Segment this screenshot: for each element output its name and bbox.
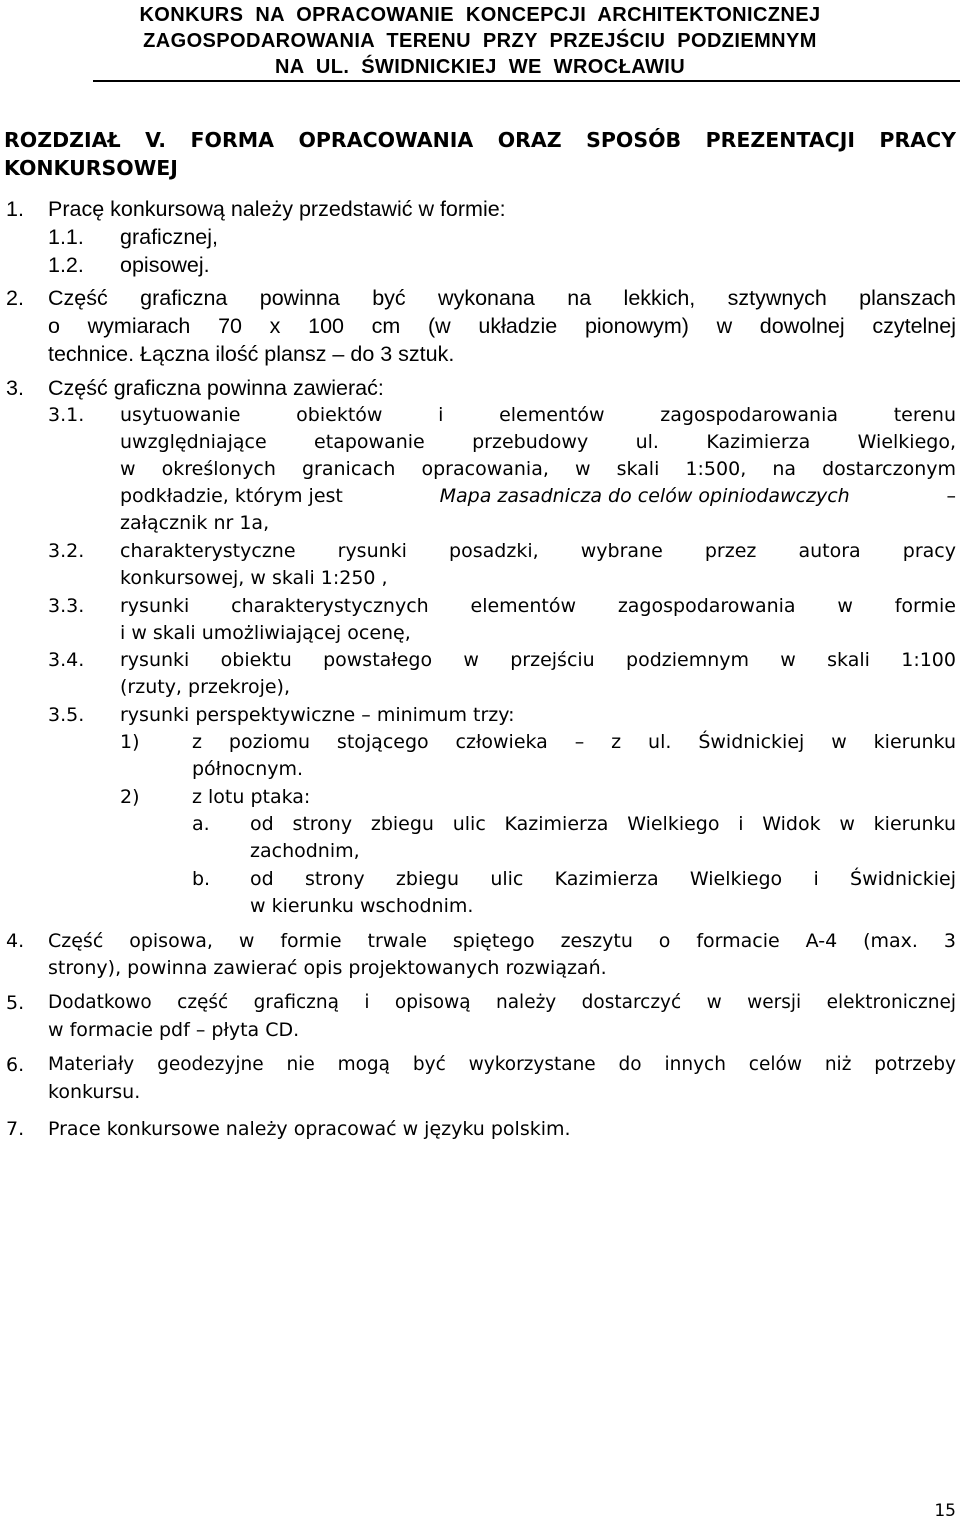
item-6-line-2: konkursu. — [48, 1081, 141, 1103]
item-6-number: 6. — [6, 1054, 25, 1076]
item-3-2-number: 3.2. — [48, 540, 85, 562]
item-4-line-2: strony), powinna zawierać opis projektowanych rozwiązań. — [48, 957, 607, 979]
item-7-number: 7. — [6, 1118, 25, 1140]
header-line-3: NA UL. ŚWIDNICKIEJ WE WROCŁAWIU — [274, 56, 686, 78]
sub-b-letter: b. — [192, 868, 211, 890]
chapter-title-line-1: ROZDZIAŁ V. FORMA OPRACOWANIA ORAZ SPOSÓB PREZENTACJI PRACY — [4, 128, 956, 152]
sub-b-line-2: w kierunku wschodnim. — [250, 895, 474, 917]
chapter-title-line-2: KONKURSOWEJ — [4, 156, 178, 180]
item-1-2-number: 1.2. — [48, 253, 84, 277]
item-3-1-line-3: w określonych granicach opracowania, w skali 1:500, na dostarczonym — [120, 458, 956, 480]
item-3-3-line-2: i w skali umożliwiającej ocenę, — [120, 622, 411, 644]
item-3-5-number: 3.5. — [48, 704, 85, 726]
item-2-line-1: Część graficzna powinna być wykonana na lekkich, sztywnych planszach — [48, 286, 956, 310]
item-1-1-text: graficznej, — [120, 225, 218, 249]
item-2-line-2: o wymiarach 70 x 100 cm (w układzie pionowym) w dowolnej czytelnej — [48, 314, 956, 338]
page-number: 15 — [934, 1501, 956, 1521]
sub-b-line-1: od strony zbiegu ulic Kazimierza Wielkiego i Świdnickiej — [250, 868, 956, 890]
item-7-text: Prace konkursowe należy opracować w języku polskim. — [48, 1118, 571, 1140]
item-1-text: Pracę konkursową należy przedstawić w formie: — [48, 197, 506, 221]
item-3-5-text: rysunki perspektywiczne – minimum trzy: — [120, 704, 515, 726]
item-3-3-line-1: rysunki charakterystycznych elementów zagospodarowania w formie — [120, 595, 956, 617]
item-3-1-line-1: usytuowanie obiektów i elementów zagospodarowania terenu — [120, 404, 956, 426]
sub-a-line-2: zachodnim, — [250, 840, 360, 862]
item-3-1-line-5: załącznik nr 1a, — [120, 512, 270, 534]
header-line-1: KONKURS NA OPRACOWANIE KONCEPCJI ARCHITEKTONICZNEJ — [139, 4, 821, 26]
item-3-2-line-2: konkursowej, w skali 1:250 , — [120, 567, 388, 589]
perspective-2-number: 2) — [120, 786, 140, 808]
item-3-1-line-4-dash: – — [946, 485, 956, 507]
item-1-2-text: opisowej. — [120, 253, 210, 277]
perspective-1-number: 1) — [120, 731, 140, 753]
perspective-1-line-1: z poziomu stojącego człowieka – z ul. Świdnickiej w kierunku — [192, 731, 956, 753]
item-5-line-2: w formacie pdf – płyta CD. — [48, 1019, 300, 1041]
item-3-4-line-1: rysunki obiektu powstałego w przejściu podziemnym w skali 1:100 — [120, 649, 956, 671]
perspective-2-text: z lotu ptaka: — [192, 786, 311, 808]
item-2-line-3: technice. Łączna ilość plansz – do 3 sztuk. — [48, 342, 455, 366]
item-3-number: 3. — [6, 376, 24, 400]
header-rule — [93, 80, 960, 82]
item-3-2-line-1: charakterystyczne rysunki posadzki, wybrane przez autora pracy — [120, 540, 956, 562]
item-1-number: 1. — [6, 197, 24, 221]
item-4-number: 4. — [6, 930, 25, 952]
item-3-text: Część graficzna powinna zawierać: — [48, 376, 384, 400]
item-3-4-line-2: (rzuty, przekroje), — [120, 676, 290, 698]
item-3-4-number: 3.4. — [48, 649, 85, 671]
item-3-1-line-4-start: podkładzie, którym jest — [120, 485, 343, 507]
item-4-line-1: Część opisowa, w formie trwale spiętego zeszytu o formacie A-4 (max. 3 — [48, 930, 956, 952]
item-6-line-1: Materiały geodezyjne nie mogą być wykorzystane do innych celów niż potrzeby — [48, 1054, 956, 1075]
sub-a-letter: a. — [192, 813, 210, 835]
chapter-title — [4, 126, 956, 182]
header-line-2: ZAGOSPODAROWANIA TERENU PRZY PRZEJŚCIU PODZIEMNYM — [143, 30, 817, 52]
map-reference: Mapa zasadnicza do celów opiniodawczych — [439, 485, 850, 507]
item-1-1-number: 1.1. — [48, 225, 84, 249]
item-3-3-number: 3.3. — [48, 595, 85, 617]
item-5-line-1: Dodatkowo część graficzną i opisową należy dostarczyć w wersji elektronicznej — [48, 992, 956, 1013]
item-5-number: 5. — [6, 992, 25, 1014]
item-3-1-line-4 — [120, 482, 956, 510]
perspective-1-line-2: północnym. — [192, 758, 304, 780]
item-3-1-line-2: uwzględniające etapowanie przebudowy ul. Kazimierza Wielkiego, — [120, 431, 956, 453]
item-3-1-number: 3.1. — [48, 404, 85, 426]
item-2-number: 2. — [6, 286, 24, 310]
sub-a-line-1: od strony zbiegu ulic Kazimierza Wielkiego i Widok w kierunku — [250, 813, 956, 835]
document-header — [0, 2, 960, 80]
